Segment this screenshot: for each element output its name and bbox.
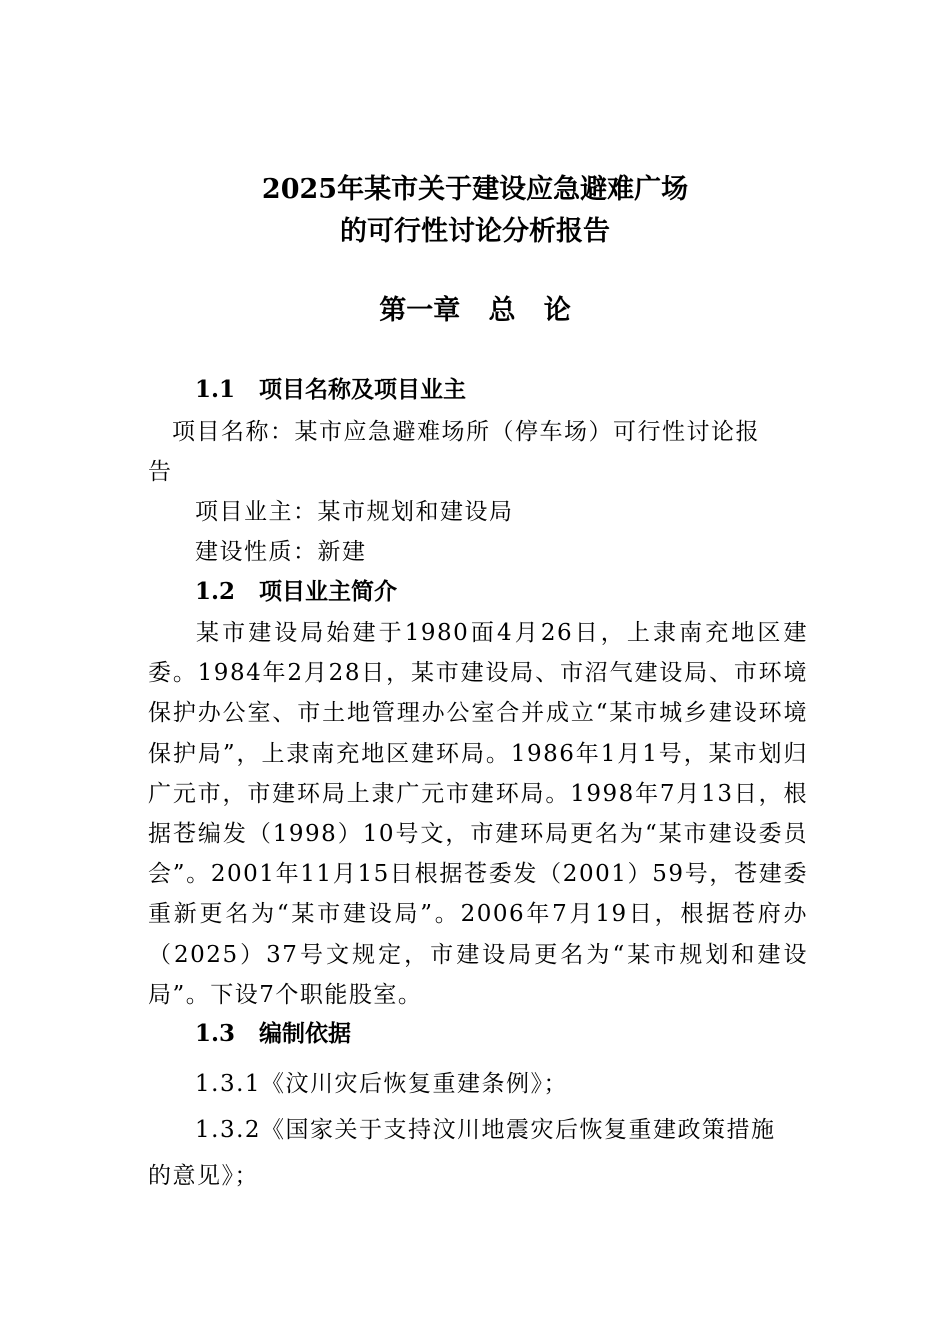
section-heading-1-2 <box>195 576 397 608</box>
section-heading-1-1 <box>195 374 466 406</box>
project-name-line-1: 项目名称：某市应急避难场所（停车场）可行性讨论报 <box>172 419 760 445</box>
document-title-line-1: 2025年某市关于建设应急避难广场 <box>261 174 689 205</box>
section-title: 项目业主简介 <box>259 578 397 605</box>
section-title: 编制依据 <box>259 1020 351 1047</box>
document-title-line-2: 的可行性讨论分析报告 <box>340 216 610 247</box>
basis-item-2-line-2: 的意见》； <box>148 1163 259 1189</box>
basis-item-2-line-1: 1.3.2《国家关于支持汶川地震灾后恢复重建政策措施 <box>195 1117 776 1143</box>
section-title: 项目名称及项目业主 <box>259 376 466 403</box>
project-name-line-2: 告 <box>148 459 173 485</box>
basis-item-1: 1.3.1《汶川灾后恢复重建条例》； <box>195 1071 569 1097</box>
owner-intro-paragraph: 某市建设局始建于1980面4月26日，上隶南充地区建委。1984年2月28日，某市建设局、市沼气建设局、市环境保护办公室、市土地管理办公室合并成立“某市城乡建设环境保护局”，上隶南充地区建环局。1986年1月1号，某市划归广元市，市建环局上隶广元市建环局。1998年7月13日，根据苍编发（1998）10号文，市建环局更名为“某市建设委员会”。2001年11月15日根据苍委发（2001）59号，苍建委重新更名为“某市建设局”。2006年7月19日，根据苍府办（2025）37号文规定，市建设局更名为“某市规划和建设局”。下设7个职能股室。 <box>148 620 808 1008</box>
section-number: 1.3 <box>195 1020 236 1047</box>
section-number: 1.1 <box>195 376 236 403</box>
section-heading-1-3 <box>195 1018 351 1050</box>
project-owner: 项目业主：某市规划和建设局 <box>195 499 514 525</box>
chapter-title: 第一章 总 论 <box>379 295 571 326</box>
section-number: 1.2 <box>195 578 236 605</box>
construction-nature: 建设性质：新建 <box>195 539 367 565</box>
